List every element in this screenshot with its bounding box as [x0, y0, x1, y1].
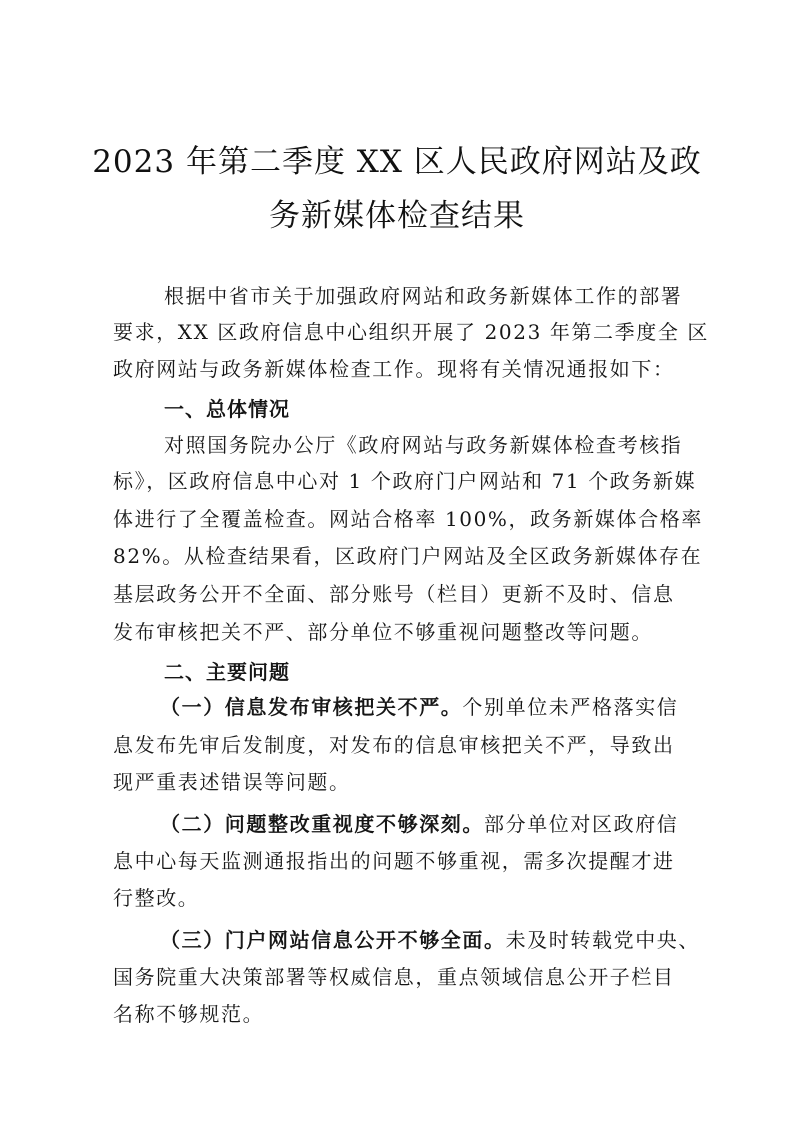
issue-1-line-1-text: 个别单位未严格落实信	[462, 695, 679, 719]
overview-line-1: 对照国务院办公厅《政府网站与政务新媒体检查考核指	[164, 433, 683, 457]
issue-2-line-3: 行整改。	[113, 886, 200, 910]
issue-2-line-1	[160, 810, 740, 838]
overview-line-6: 发布审核把关不严、部分单位不够重视问题整改等问题。	[113, 620, 653, 644]
issue-2-lead: （二）问题整改重视度不够深刻。	[160, 812, 484, 836]
issue-3-line-1	[160, 926, 740, 954]
issue-1-lead: （一）信息发布审核把关不严。	[160, 695, 463, 719]
intro-line-2: 要求，XX 区政府信息中心组织开展了 2023 年第二季度全 区	[113, 320, 710, 344]
intro-line-1: 根据中省市关于加强政府网站和政务新媒体工作的部署	[164, 284, 683, 308]
issue-1-line-3: 现严重表述错误等问题。	[113, 770, 351, 794]
issue-3-line-1-text: 未及时转载党中央、	[505, 928, 701, 952]
overview-line-3: 体进行了全覆盖检查。网站合格率 100%，政务新媒体合格率	[113, 507, 703, 531]
intro-line-3: 政府网站与政务新媒体检查工作。现将有关情况通报如下：	[113, 357, 675, 381]
issue-3-line-3: 名称不够规范。	[113, 1002, 265, 1026]
overview-line-4: 82%。从检查结果看，区政府门户网站及全区政务新媒体存在	[113, 544, 703, 568]
overview-line-5: 基层政务公开不全面、部分账号（栏目）更新不及时、信息	[113, 582, 675, 606]
issue-2-line-1-text: 部分单位对区政府信	[484, 812, 679, 836]
issue-1-line-2: 息发布先审后发制度，对发布的信息审核把关不严，导致出	[113, 733, 675, 757]
overview-line-2: 标》，区政府信息中心对 1 个政府门户网站和 71 个政务新媒	[113, 469, 697, 493]
issue-3-line-2: 国务院重大决策部署等权威信息，重点领域信息公开子栏目	[113, 965, 675, 989]
section-heading-overview: 一、总体情况	[164, 397, 290, 421]
section-heading-main-issues: 二、主要问题	[164, 660, 290, 684]
issue-3-lead: （三）门户网站信息公开不够全面。	[160, 928, 506, 952]
issue-1-line-1	[160, 693, 740, 721]
document-title-line-1: 2023 年第二季度 XX 区人民政府网站及政	[92, 144, 702, 180]
issue-2-line-2: 息中心每天监测通报指出的问题不够重视，需多次提醒才进	[113, 849, 675, 873]
document-title-line-2: 务新媒体检查结果	[269, 198, 525, 234]
